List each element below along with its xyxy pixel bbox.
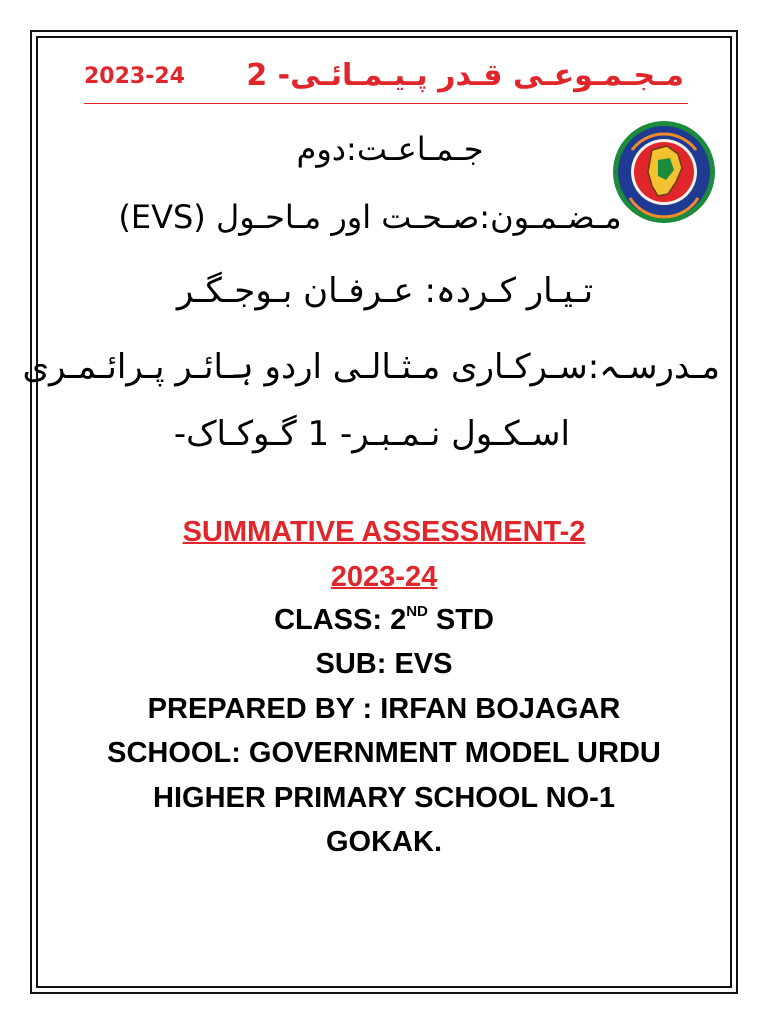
subject-line-urdu: مـضـمـون:صـحـت اور مـاحـول (EVS) bbox=[118, 198, 622, 236]
prepared-by-line-urdu: تـیـار کـردہ: عـرفـان بـوجـگـر bbox=[176, 271, 594, 311]
header bbox=[84, 58, 684, 102]
assessment-title-text: SUMMATIVE ASSESSMENT-2 bbox=[182, 516, 586, 548]
class-suffix: STD bbox=[427, 604, 494, 636]
school-line-3: GOKAK. bbox=[326, 826, 442, 858]
subject-line: SUB: EVS bbox=[315, 648, 453, 680]
school-line-1: SCHOOL: GOVERNMENT MODEL URDU bbox=[107, 737, 661, 769]
class-superscript: ND bbox=[406, 603, 428, 621]
class-line-urdu: جـمـاعـت:دوم bbox=[296, 130, 484, 168]
prepared-by-line: PREPARED BY : IRFAN BOJAGAR bbox=[147, 693, 621, 725]
assessment-year bbox=[36, 561, 732, 594]
header-year: 2023-24 bbox=[84, 64, 185, 89]
class-line bbox=[36, 604, 732, 637]
assessment-year-text: 2023-24 bbox=[330, 561, 438, 593]
school-line-2: HIGHER PRIMARY SCHOOL NO-1 bbox=[153, 782, 615, 814]
header-title-urdu: مـجـمـوعـی قـدر پـیـمـائـی- 2 bbox=[246, 58, 684, 93]
school-line-1-urdu: مـدرسـہ:سـرکـاری مـثـالـی اردو ہـائـر پـرائـمـری bbox=[22, 347, 720, 387]
header-divider bbox=[84, 103, 688, 104]
assessment-title bbox=[36, 516, 732, 549]
class-prefix: CLASS: 2 bbox=[274, 604, 407, 636]
school-line-2-urdu: اسـکـول نـمـبـر- 1 گـوکـاک- bbox=[173, 414, 570, 454]
